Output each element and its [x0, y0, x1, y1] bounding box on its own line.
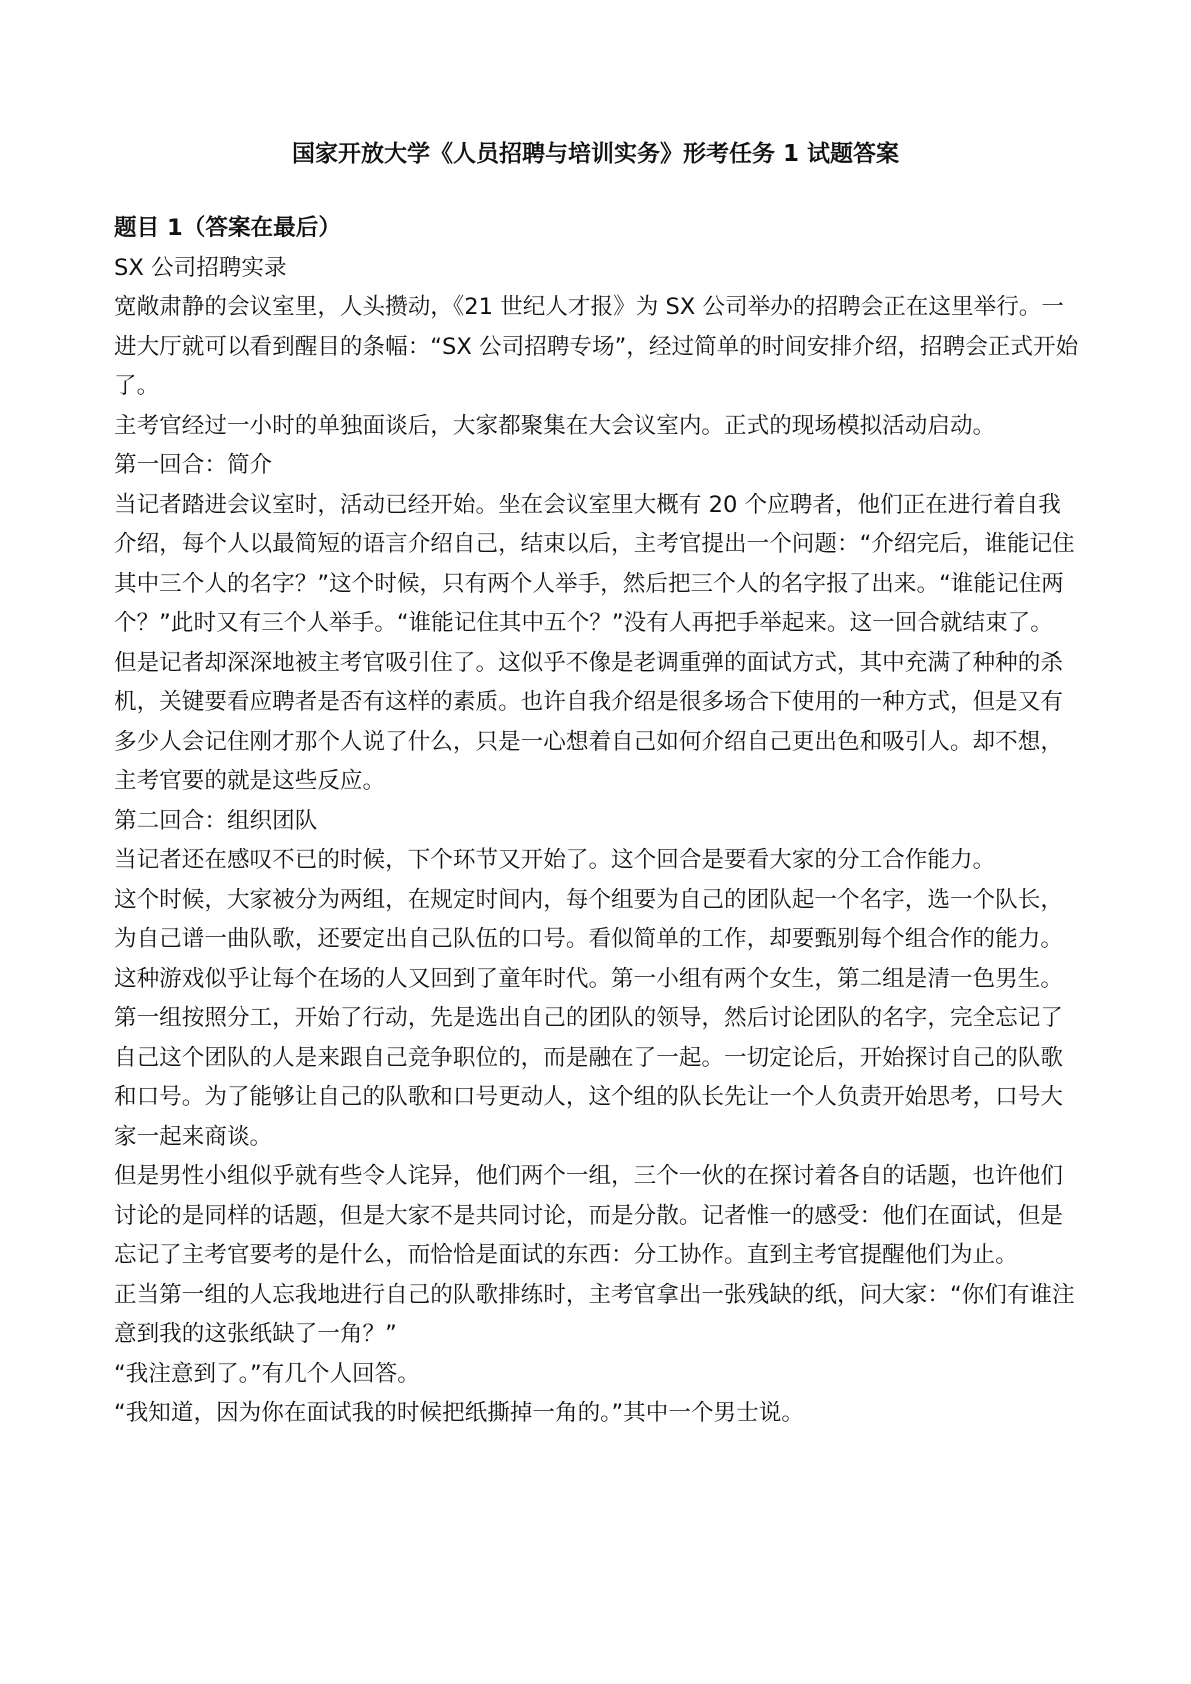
question-heading: 题目 1（答案在最后）	[114, 215, 341, 241]
document-body	[114, 209, 1080, 1434]
paragraph: 当记者还在感叹不已的时候，下个环节又开始了。这个回合是要看大家的分工合作能力。	[114, 847, 996, 873]
paragraph: 当记者踏进会议室时，活动已经开始。坐在会议室里大概有 20 个应聘者，他们正在进行着自我介绍，每个人以最简短的语言介绍自己，结束以后，主考官提出一个问题：“介绍完后，谁能记住其中三个人的名字？”这个时候，只有两个人举手，然后把三个人的名字报了出来。“谁能记住两个？”此时又有三个人举手。“谁能记住其中五个？”没有人再把手举起来。这一回合就结束了。	[114, 491, 1075, 636]
case-title: SX 公司招聘实录	[114, 254, 287, 281]
paragraph: 但是男性小组似乎就有些令人诧异，他们两个一组，三个一伙的在探讨着各自的话题，也许他们讨论的是同样的话题，但是大家不是共同讨论，而是分散。记者惟一的感受：他们在面试，但是忘记了主考官要考的是什么，而恰恰是面试的东西：分工协作。直到主考官提醒他们为止。	[114, 1163, 1063, 1268]
paragraph: 第一组按照分工，开始了行动，先是选出自己的团队的领导，然后讨论团队的名字，完全忘记了自己这个团队的人是来跟自己竞争职位的，而是融在了一起。一切定论后，开始探讨自己的队歌和口号。为了能够让自己的队歌和口号更动人，这个组的队长先让一个人负责开始思考，口号大家一起来商谈。	[114, 1005, 1063, 1150]
dialogue-line: “我知道，因为你在面试我的时候把纸撕掉一角的。”其中一个男士说。	[114, 1400, 804, 1426]
document-title: 国家开放大学《人员招聘与培训实务》形考任务 1 试题答案	[291, 141, 900, 167]
paragraph: 宽敞肃静的会议室里，人头攒动，《21 世纪人才报》为 SX 公司举办的招聘会正在这里举行。一进大厅就可以看到醒目的条幅：“SX 公司招聘专场”，经过简单的时间安排介绍，招聘会正式开始了。	[114, 294, 1079, 399]
round-heading: 第二回合：组织团队	[114, 807, 318, 834]
round-heading: 第一回合：简介	[114, 452, 273, 478]
paragraph: 正当第一组的人忘我地进行自己的队歌排练时，主考官拿出一张残缺的纸，问大家：“你们有谁注意到我的这张纸缺了一角？”	[114, 1281, 1075, 1347]
paragraph: 这个时候，大家被分为两组，在规定时间内，每个组要为自己的团队起一个名字，选一个队长，为自己谱一曲队歌，还要定出自己队伍的口号。看似简单的工作，却要甄别每个组合作的能力。这种游戏似乎让每个在场的人又回到了童年时代。第一小组有两个女生，第二组是清一色男生。	[114, 886, 1063, 992]
dialogue-line: “我注意到了。”有几个人回答。	[114, 1360, 420, 1387]
paragraph: 主考官经过一小时的单独面谈后，大家都聚集在大会议室内。正式的现场模拟活动启动。	[114, 412, 996, 439]
paragraph: 但是记者却深深地被主考官吸引住了。这似乎不像是老调重弹的面试方式，其中充满了种种的杀机，关键要看应聘者是否有这样的素质。也许自我介绍是很多场合下使用的一种方式，但是又有多少人会记住刚才那个人说了什么，只是一心想着自己如何介绍自己更出色和吸引人。却不想，主考官要的就是这些反应。	[114, 649, 1063, 794]
